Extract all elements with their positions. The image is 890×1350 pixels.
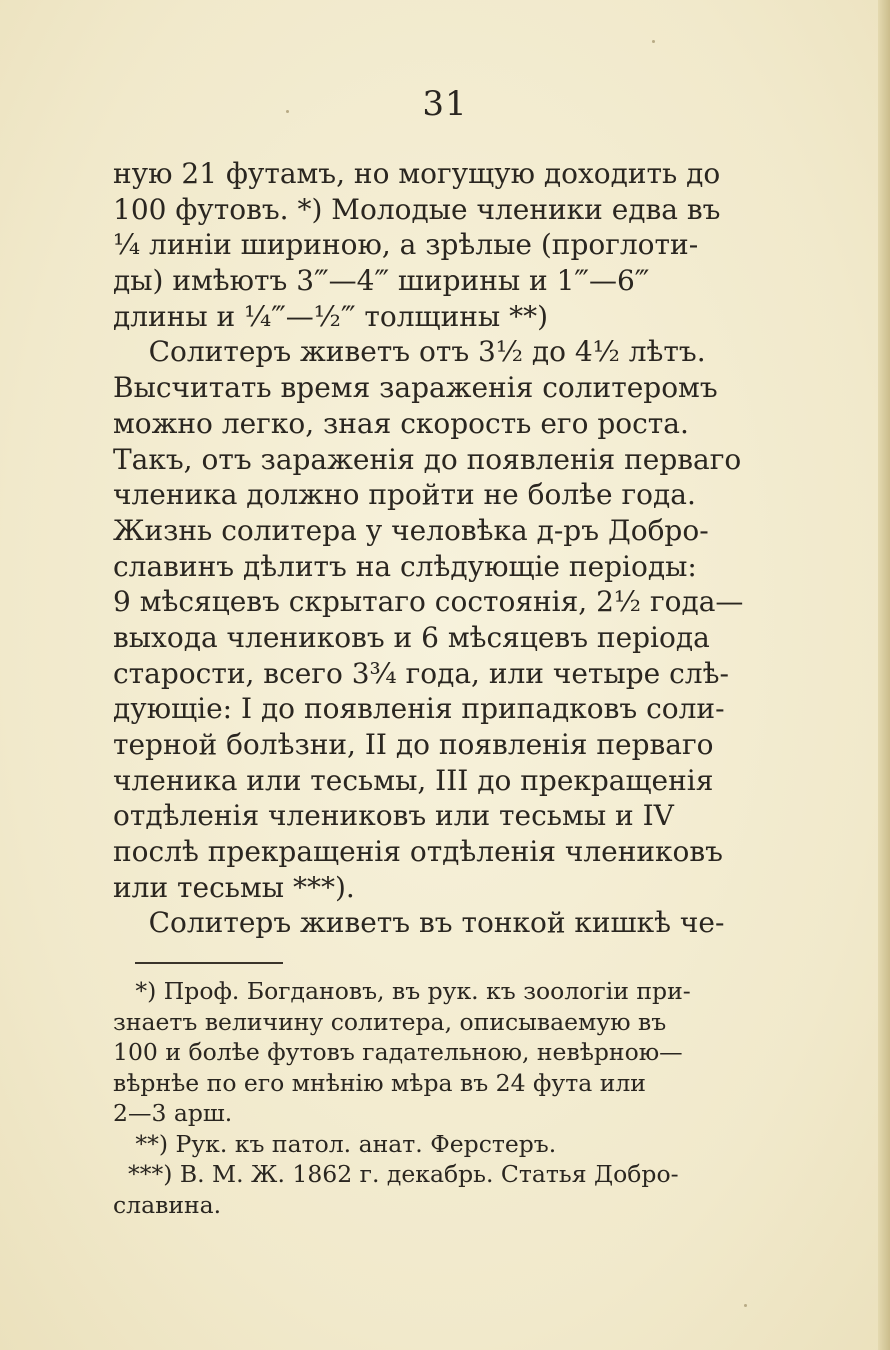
- text-line: старости, всего 3¾ года, или четыре слѣ-: [113, 656, 729, 690]
- footnote-line: *) Проф. Богдановъ, въ рук. къ зоологіи при-: [113, 977, 691, 1005]
- text-line: дующіе: I до появленія припадковъ соли-: [113, 692, 725, 726]
- text-line: Солитеръ живетъ въ тонкой кишкѣ че-: [113, 906, 725, 940]
- footnote-line: **) Рук. къ патол. анат. Ферстеръ.: [113, 1129, 557, 1158]
- text-line: выхода члениковъ и 6 мѣсяцевъ періода: [113, 620, 710, 654]
- text-line: членика или тесьмы, III до прекращенія: [113, 763, 714, 797]
- text-line: или тесьмы ***).: [113, 870, 355, 904]
- text-line: членика должно пройти не болѣе года.: [113, 478, 696, 512]
- paper-speck: [744, 1304, 747, 1307]
- footnote-line: знаетъ величину солитера, описываемую въ: [113, 1007, 667, 1036]
- text-line: ¼ линіи шириною, а зрѣлые (проглоти-: [113, 228, 699, 262]
- text-line: терной болѣзни, II до появленія перваго: [113, 728, 714, 761]
- footnote-line: 100 и болѣе футовъ гадательною, невѣрною—: [113, 1038, 683, 1066]
- text-line: Такъ, отъ зараженія до появленія перваго: [113, 442, 742, 476]
- page-edge: [878, 0, 890, 1350]
- footnote-line: славина.: [113, 1190, 222, 1219]
- text-line: 100 футовъ. *) Молодые членики едва въ: [113, 192, 721, 226]
- text-line: ную 21 футамъ, но могущую доходить до: [113, 157, 721, 190]
- text-line: Высчитать время зараженія солитеромъ: [113, 371, 718, 405]
- text-line: отдѣленія члениковъ или тесьмы и IV: [113, 799, 674, 833]
- footnotes: [113, 976, 787, 1220]
- text-line: славинъ дѣлитъ на слѣдующіе періоды:: [113, 549, 697, 583]
- text-line: длины и ¼‴—½‴ толщины **): [113, 299, 548, 333]
- text-line: Жизнь солитера у человѣка д-ръ Добро-: [113, 513, 709, 547]
- paper-speck: [652, 40, 655, 43]
- text-line: 9 мѣсяцевъ скрытаго состоянія, 2½ года—: [113, 585, 744, 619]
- text-line: ды) имѣютъ 3‴—4‴ ширины и 1‴—6‴: [113, 264, 650, 298]
- text-line: можно легко, зная скорость его роста.: [113, 406, 689, 440]
- body-text: [113, 156, 787, 941]
- text-line: Солитеръ живетъ отъ 3½ до 4½ лѣтъ.: [113, 335, 706, 369]
- footnote-separator: [135, 962, 283, 964]
- text-line: послѣ прекращенія отдѣленія члениковъ: [113, 835, 723, 869]
- footnote-line: вѣрнѣе по его мнѣнію мѣра въ 24 фута или: [113, 1068, 646, 1097]
- footnote-line: 2—3 арш.: [113, 1099, 233, 1127]
- footnote-line: ***) В. М. Ж. 1862 г. декабрь. Статья Добро-: [113, 1160, 679, 1188]
- page-number: 31: [422, 84, 468, 124]
